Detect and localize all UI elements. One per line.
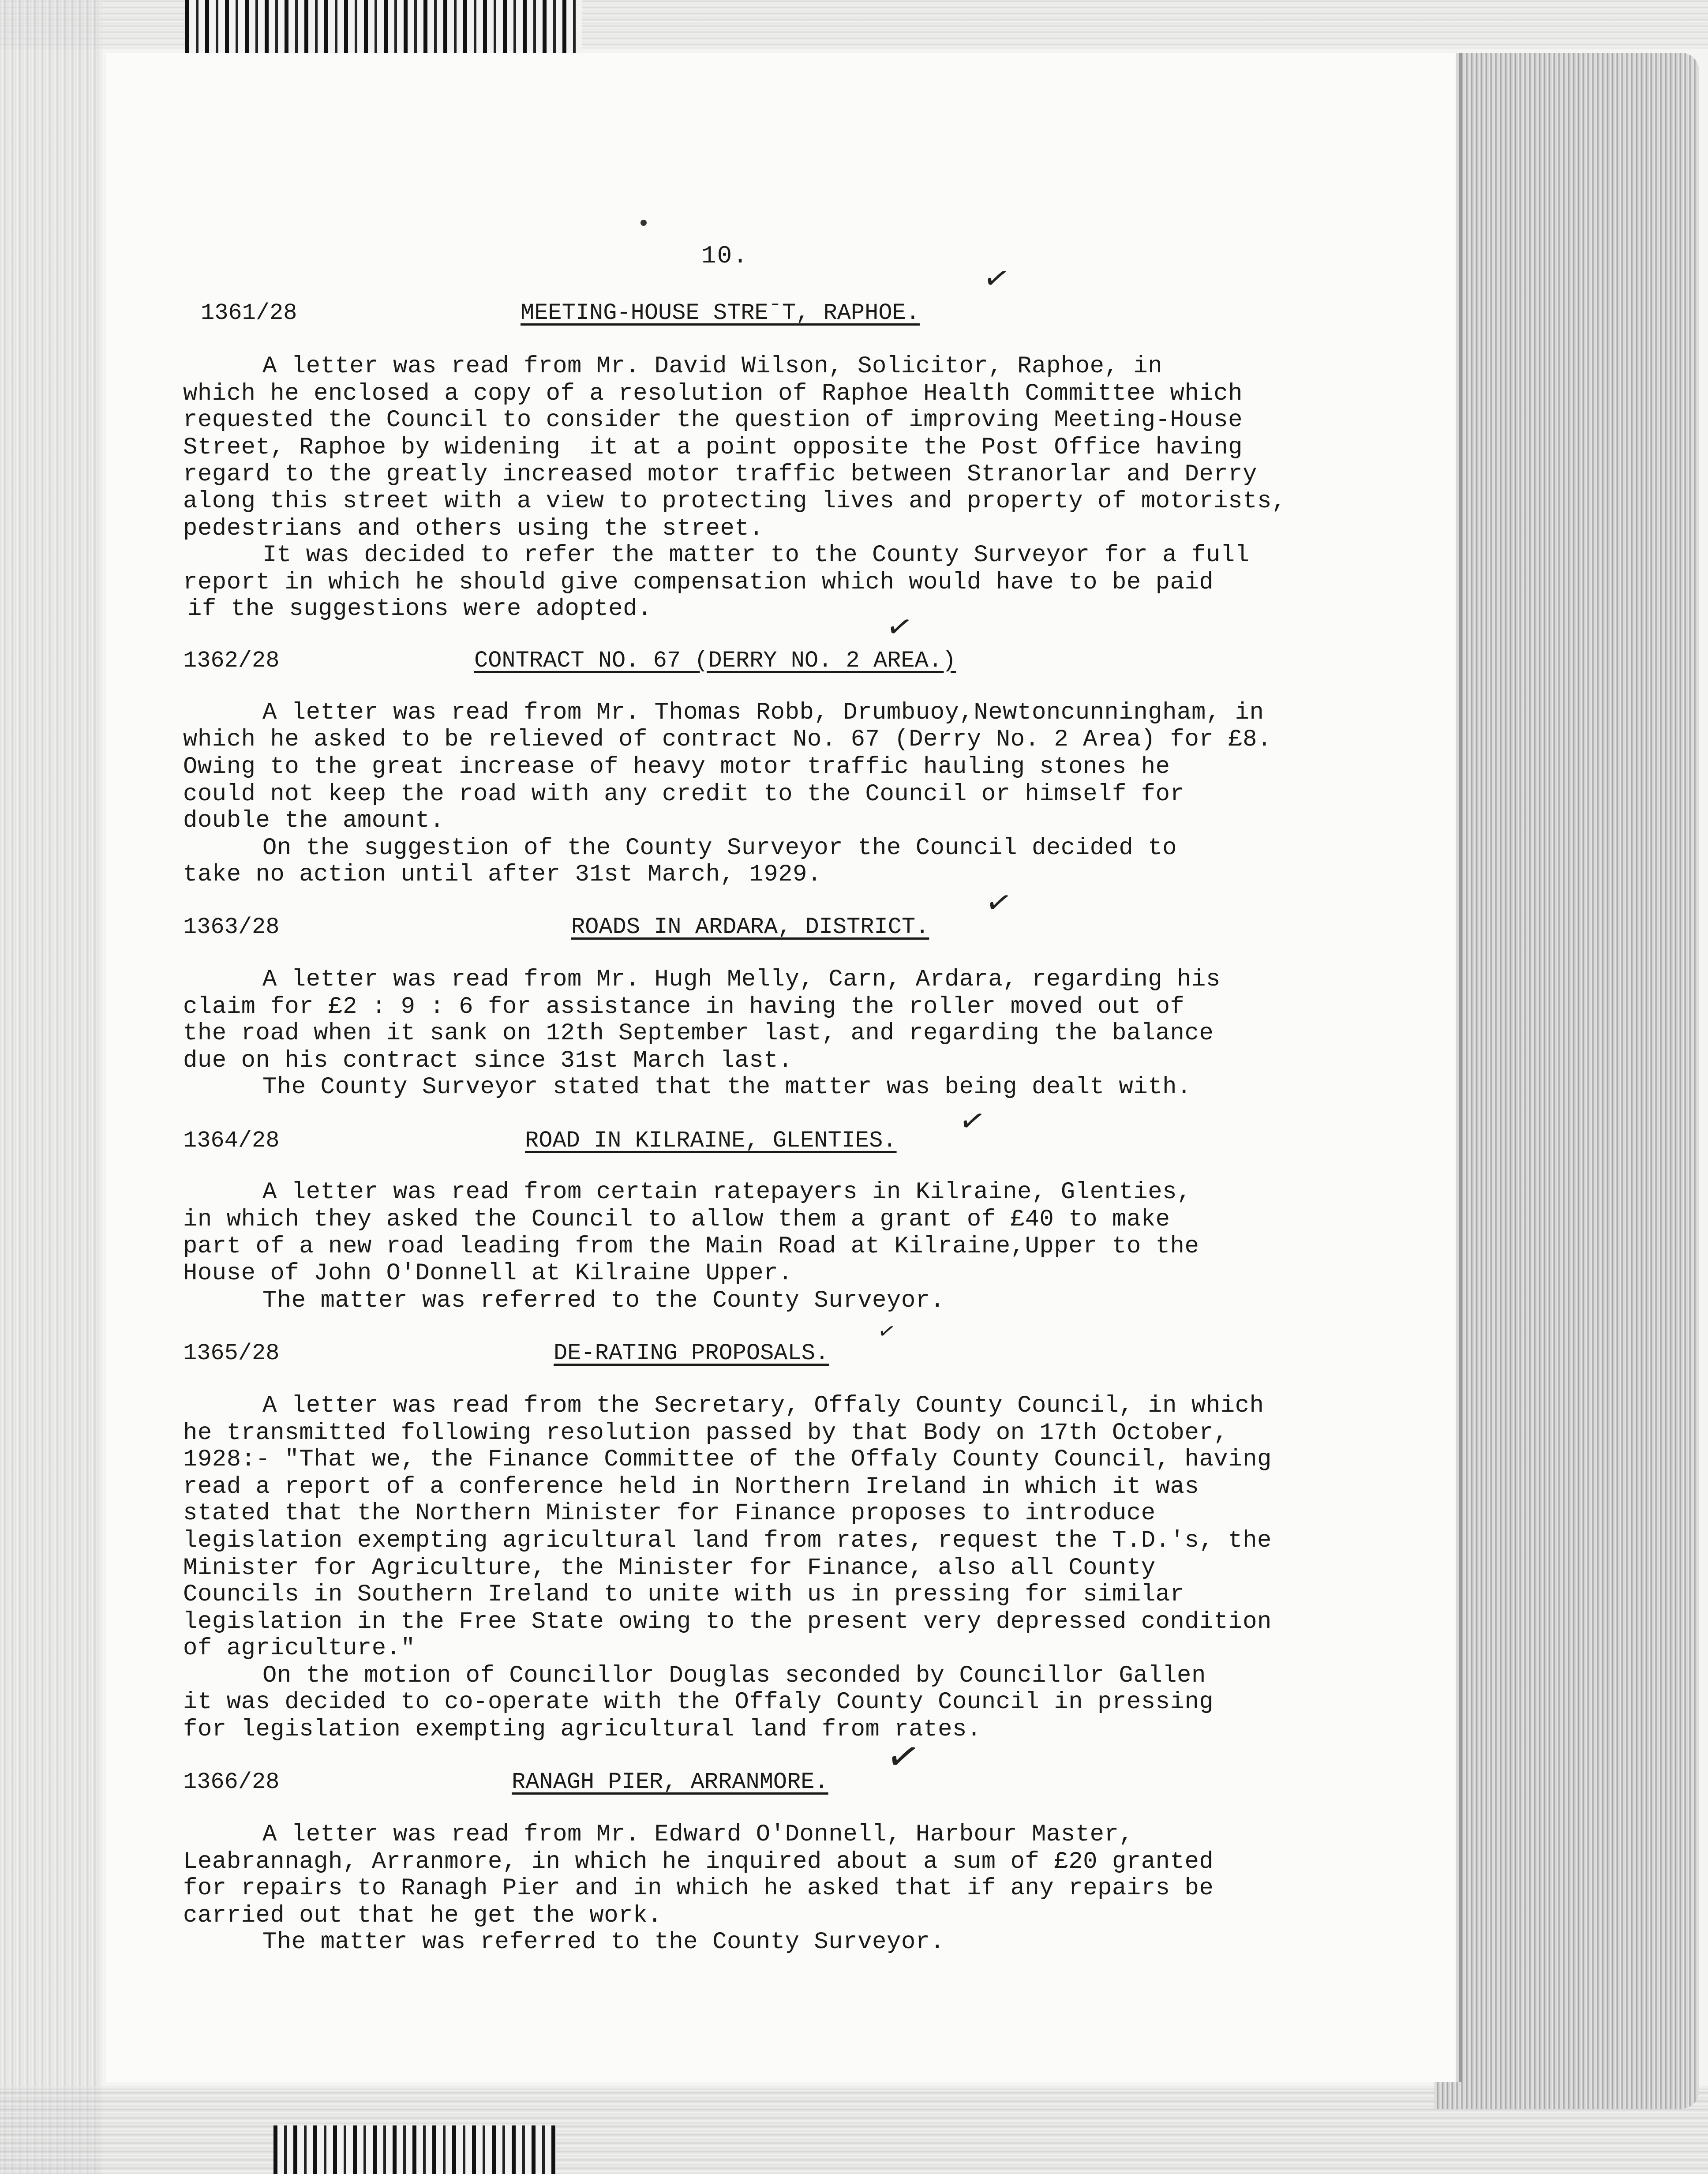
page-number: 10. [701,242,749,270]
minute-line: regard to the greatly increased motor traffic between Stranorlar and Derry [183,461,1257,488]
minute-line: On the suggestion of the County Surveyor the Council decided to [262,835,1177,862]
minute-line: A letter was read from certain ratepayers in Kilraine, Glenties, [262,1179,1191,1206]
check-mark-icon: ✓ [883,606,916,648]
minute-line: he transmitted following resolution passed by that Body on 17th October, [183,1420,1229,1447]
minute-line: double the amount. [183,807,445,834]
minute-line: in which they asked the Council to allow them a grant of £40 to make [183,1206,1170,1233]
minute-line: Councils in Southern Ireland to unite with us in pressing for similar [183,1581,1185,1608]
minute-line: A letter was read from Mr. David Wilson, Solicitor, Raphoe, in [262,353,1163,380]
minute-line: of agriculture." [183,1635,416,1662]
minute-line: due on his contract since 31st March last. [183,1047,793,1074]
minute-heading: ROAD IN KILRAINE, GLENTIES. [525,1128,897,1154]
minute-line: Street, Raphoe by widening it at a point opposite the Post Office having [183,434,1243,461]
minute-line: The matter was referred to the County Surveyor. [262,1287,945,1314]
minute-line: could not keep the road with any credit to the Council or himself for [183,781,1185,808]
minute-line: The matter was referred to the County Surveyor. [262,1929,945,1956]
check-mark-icon: ✓ [956,1100,989,1142]
minute-line: House of John O'Donnell at Kilraine Upper. [183,1260,793,1287]
minute-line: A letter was read from Mr. Thomas Robb, Drumbuoy,Newtoncunningham, in [262,699,1264,726]
check-mark-icon: ✓ [882,1731,925,1783]
minute-line: which he asked to be relieved of contract No. 67 (Derry No. 2 Area) for £8. [183,726,1272,753]
minute-line: take no action until after 31st March, 1929. [183,861,822,888]
minute-line: claim for £2 : 9 : 6 for assistance in having the roller moved out of [183,993,1185,1020]
minute-line: 1928:- "That we, the Finance Committee of the Offaly County Council, having [183,1446,1272,1473]
minute-line: along this street with a view to protecting lives and property of motorists, [183,488,1286,515]
minute-line: report in which he should give compensation which would have to be paid [183,569,1214,596]
minute-line: It was decided to refer the matter to the County Surveyor for a full [262,542,1250,569]
minute-line: pedestrians and others using the street. [183,515,764,542]
minute-line: The County Surveyor stated that the matter was being dealt with. [262,1074,1191,1101]
page-stack-edge [1435,53,1699,2109]
minute-line: which he enclosed a copy of a resolution of Raphoe Health Committee which [183,380,1243,407]
minute-line: the road when it sank on 12th September last, and regarding the balance [183,1020,1214,1047]
minute-line: Owing to the great increase of heavy motor traffic hauling stones he [183,753,1170,780]
minute-line: A letter was read from the Secretary, Offaly County Council, in which [262,1392,1264,1419]
minute-heading: MEETING-HOUSE STREˉT, RAPHOE. [521,300,920,326]
minute-heading: CONTRACT NO. 67 (DERRY NO. 2 AREA.) [474,648,956,674]
minute-line: legislation in the Free State owing to the present very depressed condition [183,1608,1272,1635]
minute-line: read a report of a conference held in Northern Ireland in which it was [183,1473,1199,1500]
minute-heading: DE-RATING PROPOSALS. [554,1340,829,1366]
minute-line: Minister for Agriculture, the Minister for Finance, also all County [183,1555,1156,1582]
minute-line: On the motion of Councillor Douglas seconded by Councillor Gallen [262,1662,1206,1689]
minute-line: part of a new road leading from the Main Road at Kilraine,Upper to the [183,1233,1199,1260]
minute-line: A letter was read from Mr. Hugh Melly, Carn, Ardara, regarding his [262,966,1221,993]
scan-edge-left [0,0,101,2174]
check-mark-icon: ✓ [875,1317,898,1346]
minute-ref: 1363/28 [183,914,280,940]
minute-ref: 1364/28 [183,1128,280,1154]
ink-fleck [640,220,647,226]
minute-heading: RANAGH PIER, ARRANMORE. [512,1769,828,1795]
minute-ref: 1365/28 [183,1340,280,1366]
check-mark-icon: ✓ [982,882,1015,923]
minute-ref: 1366/28 [183,1769,280,1795]
minute-line: Leabrannagh, Arranmore, in which he inquired about a sum of £20 granted [183,1848,1214,1875]
minute-line: it was decided to co-operate with the Offaly County Council in pressing [183,1689,1214,1716]
minute-heading: ROADS IN ARDARA, DISTRICT. [571,914,929,940]
minute-line: for legislation exempting agricultural land from rates. [183,1716,981,1743]
binder-bars-bottom [273,2125,556,2174]
minute-line: requested the Council to consider the question of improving Meeting-House [183,407,1243,434]
minute-ref: 1362/28 [183,648,280,674]
minute-line: legislation exempting agricultural land from rates, request the T.D.'s, the [183,1527,1272,1554]
minute-line: A letter was read from Mr. Edward O'Donnell, Harbour Master, [262,1821,1134,1848]
minute-line: if the suggestions were adopted. [187,596,652,622]
minute-line: stated that the Northern Minister for Finance proposes to introduce [183,1500,1156,1527]
check-mark-icon: ✓ [980,258,1013,299]
minute-line: carried out that he get the work. [183,1902,662,1929]
minute-ref: 1361/28 [201,300,297,326]
minute-line: for repairs to Ranagh Pier and in which he asked that if any repairs be [183,1875,1214,1902]
